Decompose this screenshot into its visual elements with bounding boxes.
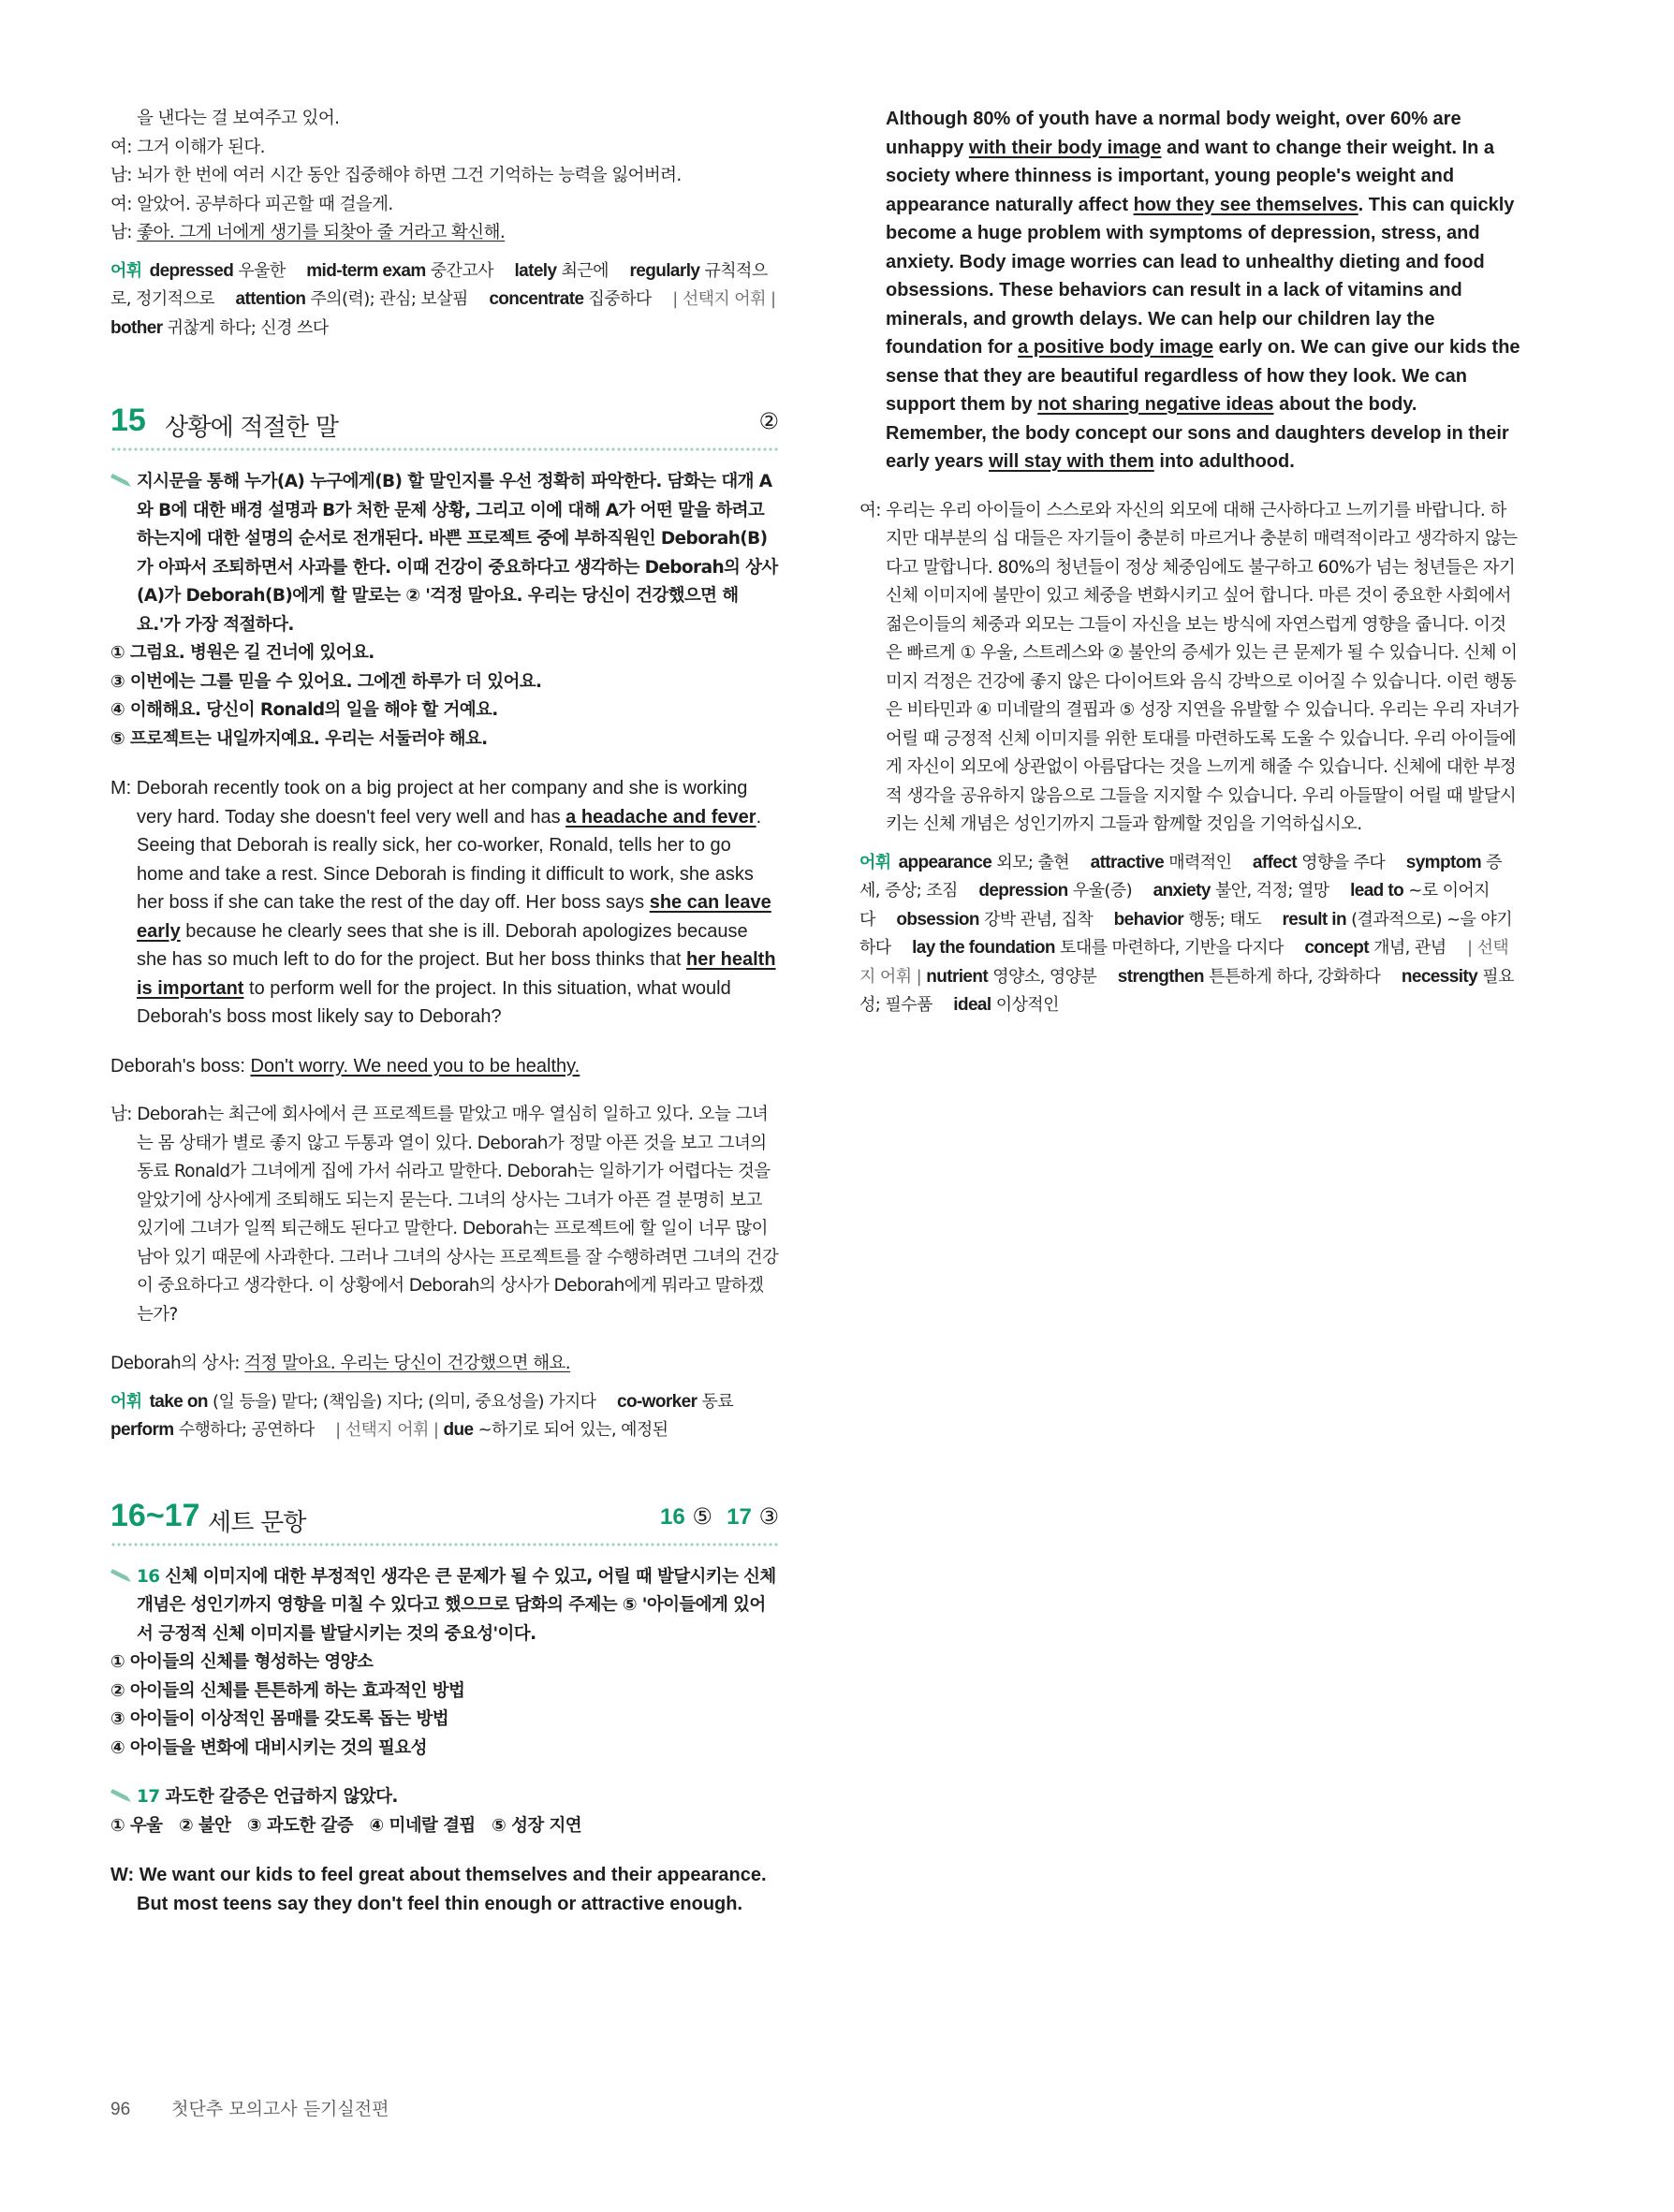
vocab-word: appearance xyxy=(898,852,992,872)
vocab-word: depressed xyxy=(149,260,234,281)
dialog-line xyxy=(110,219,779,248)
vocab-15 xyxy=(110,1388,779,1445)
options-17: ① 우울 ② 불안 ③ 과도한 갈증 ④ 미네랄 결핍 ⑤ 성장 지연 xyxy=(110,1815,582,1836)
wavy-divider xyxy=(110,447,779,455)
translation-1617 xyxy=(859,497,1520,840)
option-item: ② 아이들의 신체를 튼튼하게 하는 효과적인 방법 xyxy=(110,1680,465,1701)
vocab-word: take on xyxy=(149,1391,208,1412)
book-title: 첫단추 모의고사 듣기실전편 xyxy=(171,2099,389,2119)
section-answer: ② xyxy=(758,408,779,434)
script-text: about the body. Remember, the body concept our sons and daughters develop in their early years xyxy=(886,394,1509,472)
vocab-meaning: (일 등을) 맡다; (책임을) 지다; (의미, 중요성을) 가지다 xyxy=(213,1391,596,1412)
script-text: early on. We can give our kids the sense that they are beautiful regardless of how they look. We can support them by xyxy=(886,337,1520,415)
option-item: ⑤ 프로젝트는 내일까지예요. 우리는 서둘러야 해요. xyxy=(110,728,488,749)
dialog-line xyxy=(110,105,779,134)
script-highlight: will stay with them xyxy=(989,451,1154,472)
vocab-word: lead to xyxy=(1350,881,1404,901)
vocab-word: affect xyxy=(1252,852,1298,872)
speaker-label: 여: xyxy=(110,137,138,157)
explanation-15 xyxy=(110,468,779,639)
pencil-icon xyxy=(110,1789,131,1802)
vocab-word: concentrate xyxy=(489,289,584,309)
vocab-word: concept xyxy=(1304,938,1369,958)
script-15 xyxy=(110,774,779,1032)
options-15 xyxy=(110,639,779,754)
answer-value: ③ xyxy=(758,1502,779,1530)
vocab-meaning: 주의(력); 관심; 보살핌 xyxy=(310,289,468,309)
script-text: to perform well for the project. In this situation, what would Deborah's boss most likely say to Deborah? xyxy=(137,977,731,1027)
wavy-divider xyxy=(110,1543,779,1550)
section-title: 세트 문항 xyxy=(208,1508,306,1537)
dialog-top xyxy=(110,105,779,248)
vocab-meaning: 귀찮게 하다; 신경 쓰다 xyxy=(167,317,329,338)
speaker-label: M: xyxy=(110,778,137,798)
vocab-meaning: 우울(증) xyxy=(1072,881,1133,901)
vocab-word: co-worker xyxy=(616,1391,698,1412)
question-number: 16 xyxy=(137,1566,160,1587)
vocab-word: obsession xyxy=(896,909,979,930)
vocab-tag: 어휘 xyxy=(110,260,142,281)
dialog-text: 알았어. 공부하다 피곤할 때 걸을게. xyxy=(137,194,393,214)
right-column xyxy=(859,105,1520,1020)
dialog-text: 을 낸다는 걸 보여주고 있어. xyxy=(137,109,340,128)
vocab-meaning: ~하기로 되어 있는, 예정된 xyxy=(477,1420,668,1440)
dialog-text: 그거 이해가 된다. xyxy=(137,137,265,157)
speaker-label: 남: xyxy=(110,223,138,242)
vocab-meaning: 우울한 xyxy=(238,260,286,281)
vocab-select-label: | 선택지 어휘 | xyxy=(859,938,1509,987)
vocab-meaning: 중간고사 xyxy=(430,260,493,281)
vocab-word: necessity xyxy=(1401,966,1478,987)
vocab-meaning: 규칙적으로, 정기적으로 xyxy=(110,260,768,309)
vocab-word: behavior xyxy=(1113,909,1184,930)
question-number: 17 xyxy=(137,1787,160,1807)
answer-value: ⑤ xyxy=(692,1502,712,1530)
vocab-word: ideal xyxy=(953,995,991,1015)
vocab-meaning: 필요성; 필수품 xyxy=(859,966,1514,1015)
vocab-meaning: 영양소, 영양분 xyxy=(992,966,1097,987)
script-1617-cont xyxy=(859,105,1520,476)
explanation-17 xyxy=(110,1783,779,1812)
option-item: ④ 아이들을 변화에 대비시키는 것의 필요성 xyxy=(110,1737,427,1758)
explanation-16 xyxy=(110,1563,779,1649)
speaker-label: 남: xyxy=(110,1105,138,1124)
vocab-meaning: 동료 xyxy=(701,1391,734,1412)
vocab-meaning: 튼튼하게 하다, 강화하다 xyxy=(1209,966,1381,987)
vocab-tag: 어휘 xyxy=(859,852,891,872)
vocab-word: anxiety xyxy=(1153,881,1211,901)
pencil-icon xyxy=(110,474,131,487)
script-highlight: with their body image xyxy=(968,137,1162,158)
script-text: We want our kids to feel great about themselves and their appearance. But most teens say they don't feel thin enough or attractive enough. xyxy=(137,1865,767,1914)
vocab-word: strengthen xyxy=(1117,966,1204,987)
answer-number: 16 xyxy=(660,1503,685,1530)
vocab-word: symptom xyxy=(1405,852,1481,872)
vocab-word: due xyxy=(443,1420,474,1440)
script-text: because he clearly sees that she is ill. Deborah apologizes because she has so much left to do for the project. But her boss thinks that xyxy=(137,920,748,970)
vocab-meaning: 외모; 출현 xyxy=(996,852,1070,872)
script-text: . This can quickly become a huge problem with symptoms of depression, stress, and anxiety. Body image worries can lead to unhealthy dieting and food obsessions. These behaviors can result in a lack of vitamins and minerals, and growth delays. We can help our children lay the foundation for xyxy=(886,194,1515,358)
vocab-word: perform xyxy=(110,1420,174,1440)
vocab-meaning: 최근에 xyxy=(561,260,609,281)
speaker-label: 여: xyxy=(859,500,887,520)
dialog-line xyxy=(110,162,779,191)
vocab-select-label: | 선택지 어휘 | xyxy=(672,289,776,309)
option-item: ① 그럼요. 병원은 길 건너에 있어요. xyxy=(110,643,374,663)
script-text: into adulthood. xyxy=(1153,451,1295,472)
trans-answer-line-15 xyxy=(110,1350,779,1379)
page-footer xyxy=(110,2095,389,2120)
section-number: 16~17 xyxy=(110,1497,200,1533)
script-highlight: how they see themselves xyxy=(1133,194,1358,215)
script-highlight: her health is important xyxy=(137,949,776,999)
vocab-meaning: 이상적인 xyxy=(995,995,1059,1015)
answer-line-15 xyxy=(110,1052,779,1081)
option-item: ③ 아이들이 이상적인 몸매를 갖도록 돕는 방법 xyxy=(110,1709,448,1729)
speaker-label: 남: xyxy=(110,166,138,185)
vocab-meaning: 행동; 태도 xyxy=(1188,909,1261,930)
translation-15 xyxy=(110,1101,779,1329)
vocab-meaning: ~로 이어지다 xyxy=(859,881,1490,930)
left-column xyxy=(110,105,779,1918)
speaker-label: W: xyxy=(110,1865,140,1885)
answer-label: Deborah's boss: xyxy=(110,1055,251,1077)
option-item: ④ 이해해요. 당신이 Ronald의 일을 해야 할 거예요. xyxy=(110,700,498,720)
vocab-meaning: 수행하다; 공연하다 xyxy=(178,1420,315,1440)
option-item: ③ 이번에는 그를 믿을 수 있어요. 그에겐 하루가 더 있어요. xyxy=(110,671,542,692)
section-15-header xyxy=(110,397,779,444)
vocab-word: attractive xyxy=(1090,852,1165,872)
script-highlight: a headache and fever xyxy=(565,806,756,828)
answer-label: Deborah의 상사: xyxy=(110,1354,245,1373)
vocab-meaning: (결과적으로) ~을 야기하다 xyxy=(859,909,1512,958)
vocab-meaning: 집중하다 xyxy=(588,289,652,309)
script-text: and want to change their weight. In a society where thinness is important, young people's weight and appearance naturally affect xyxy=(886,137,1495,215)
vocab-meaning: 강박 관념, 집착 xyxy=(984,909,1094,930)
script-text: . Seeing that Deborah is really sick, her co-worker, Ronald, tells her to go home and take a rest. Since Deborah is finding it difficult to work, she asks her boss if she can take the rest of the day off. Her boss says xyxy=(137,806,762,913)
vocab-tag: 어휘 xyxy=(110,1391,142,1412)
pencil-icon xyxy=(110,1569,131,1582)
vocab-meaning: 매력적인 xyxy=(1168,852,1232,872)
answer-text: Don't worry. We need you to be healthy. xyxy=(250,1055,580,1077)
vocab-word: lay the foundation xyxy=(912,938,1055,958)
dialog-line xyxy=(110,134,779,163)
script-highlight: she can leave early xyxy=(137,892,771,942)
vocab-meaning: 토대를 마련하다, 기반을 다지다 xyxy=(1060,938,1284,958)
vocab-meaning: 증세, 증상; 조짐 xyxy=(859,852,1502,901)
speaker-label: 여: xyxy=(110,194,138,214)
explanation-text: 신체 이미지에 대한 부정적인 생각은 큰 문제가 될 수 있고, 어릴 때 발달시키는 신체 개념은 성인기까지 영향을 미칠 수 있다고 했으므로 담화의 주제는 ⑤ '아이들에게 있어서 긍정적 신체 이미지를 발달시키는 것의 중요성'이다. xyxy=(137,1566,776,1644)
translation-text: Deborah는 최근에 회사에서 큰 프로젝트를 맡았고 매우 열심히 일하고 있다. 오늘 그녀는 몸 상태가 별로 좋지 않고 두통과 열이 있다. Deborah가 정말 아픈 것을 보고 그녀의 동료 Ronald가 그녀에게 집에 가서 쉬라고 말한다. Deborah는 일하기가 어렵다는 것을 알았기에 상사에게 조퇴해도 되는지 묻는다. 그녀의 상사는 그녀가 아픈 걸 분명히 보고 있기에 그녀가 일찍 퇴근해도 된다고 말한다. Deborah는 프로젝트에 할 일이 너무 많이 남아 있기 때문에 사과한다. 그러나 그녀의 상사는 프로젝트를 잘 수행하려면 그녀의 건강이 중요하다고 생각한다. 이 상황에서 Deborah의 상사가 Deborah에게 뭐라고 말하겠는가? xyxy=(137,1105,779,1325)
vocab-select-label: | 선택지 어휘 | xyxy=(335,1420,439,1440)
answer-number: 17 xyxy=(727,1503,752,1530)
vocab-word: attention xyxy=(235,289,306,309)
vocab-word: result in xyxy=(1282,909,1346,930)
vocab-meaning: 불안, 걱정; 열망 xyxy=(1214,881,1329,901)
script-highlight: a positive body image xyxy=(1018,337,1214,358)
option-item: ① 아이들의 신체를 형성하는 영양소 xyxy=(110,1652,374,1672)
vocab-word: mid-term exam xyxy=(306,260,426,281)
options-16 xyxy=(110,1648,779,1763)
dialog-line xyxy=(110,191,779,220)
script-text: Deborah recently took on a big project at her company and she is working very hard. Today she doesn't feel very well and has xyxy=(136,778,748,828)
vocab-word: bother xyxy=(110,317,163,338)
script-text: Although 80% of youth have a normal body weight, over 60% are unhappy xyxy=(886,109,1461,158)
explanation-text: 지시문을 통해 누가(A) 누구에게(B) 할 말인지를 우선 정확히 파악한다. 담화는 대개 A와 B에 대한 배경 설명과 B가 처한 문제 상황, 그리고 이에 대해 A가 어떤 말을 하려고 하는지에 대한 설명의 순서로 전개된다. 바쁜 프로젝트 중에 부하직원인 Deborah(B)가 아파서 조퇴하면서 사과를 한다. 이때 건강이 중요하다고 생각하는 Deborah의 상사(A)가 Deborah(B)에게 할 말로는 ② '걱정 말아요. 우리는 당신이 건강했으면 해요.'가 가장 적절하다. xyxy=(137,472,778,635)
vocab-word: regularly xyxy=(629,260,700,281)
vocab-word: nutrient xyxy=(926,966,989,987)
section-number: 15 xyxy=(110,403,146,438)
translation-text: 우리는 우리 아이들이 스스로와 자신의 외모에 대해 근사하다고 느끼기를 바랍니다. 하지만 대부분의 십 대들은 자기들이 충분히 마르거나 충분히 매력적이라고 생각하지 않는다고 말합니다. 80%의 청년들이 정상 체중임에도 불구하고 60%가 넘는 청년들은 자기 신체 이미지에 불만이 있고 체중을 변화시키고 싶어 합니다. 마른 것이 중요한 사회에서 젊은이들의 체중과 외모는 그들이 자신을 보는 방식에 자연스럽게 영향을 줍니다. 이것은 빠르게 ① 우울, 스트레스와 ② 불안의 증세가 있는 큰 문제가 될 수 있습니다. 신체 이미지 걱정은 건강에 좋지 않은 다이어트와 음식 강박으로 이어질 수 있습니다. 이런 행동은 비타민과 ④ 미네랄의 결핍과 ⑤ 성장 지연을 유발할 수 있습니다. 우리는 우리 자녀가 어릴 때 긍정적 신체 이미지를 위한 토대를 마련하도록 도울 수 있습니다. 우리 아이들에게 자신이 외모에 상관없이 아름답다는 것을 느끼게 해줄 수 있습니다. 신체에 대한 부정적 생각을 공유하지 않음으로 그들을 지지할 수 있습니다. 우리 아들딸이 어릴 때 발달시키는 신체 개념은 성인기까지 그들과 함께할 것임을 기억하십시오. xyxy=(886,500,1519,834)
vocab-word: lately xyxy=(514,260,557,281)
dialog-text: 좋아. 그게 너에게 생기를 되찾아 줄 거라고 확신해. xyxy=(137,223,506,242)
explanation-text: 과도한 갈증은 언급하지 않았다. xyxy=(165,1787,398,1807)
section-title: 상황에 적절한 말 xyxy=(165,414,339,442)
vocab-meaning: 개념, 관념 xyxy=(1373,938,1446,958)
script-1617 xyxy=(110,1861,779,1918)
page-number: 96 xyxy=(110,2100,131,2119)
section-answer xyxy=(660,1503,779,1531)
vocab-word: depression xyxy=(978,881,1068,901)
vocab-meaning: 영향을 주다 xyxy=(1301,852,1386,872)
dialog-text: 뇌가 한 번에 여러 시간 동안 집중해야 하면 그건 기억하는 능력을 잃어버려. xyxy=(137,166,682,185)
vocab-1617 xyxy=(859,849,1520,1020)
answer-text: 걱정 말아요. 우리는 당신이 건강했으면 해요. xyxy=(244,1354,571,1373)
vocab-top xyxy=(110,257,779,344)
script-highlight: not sharing negative ideas xyxy=(1037,394,1274,415)
section-1617-header xyxy=(110,1492,779,1539)
